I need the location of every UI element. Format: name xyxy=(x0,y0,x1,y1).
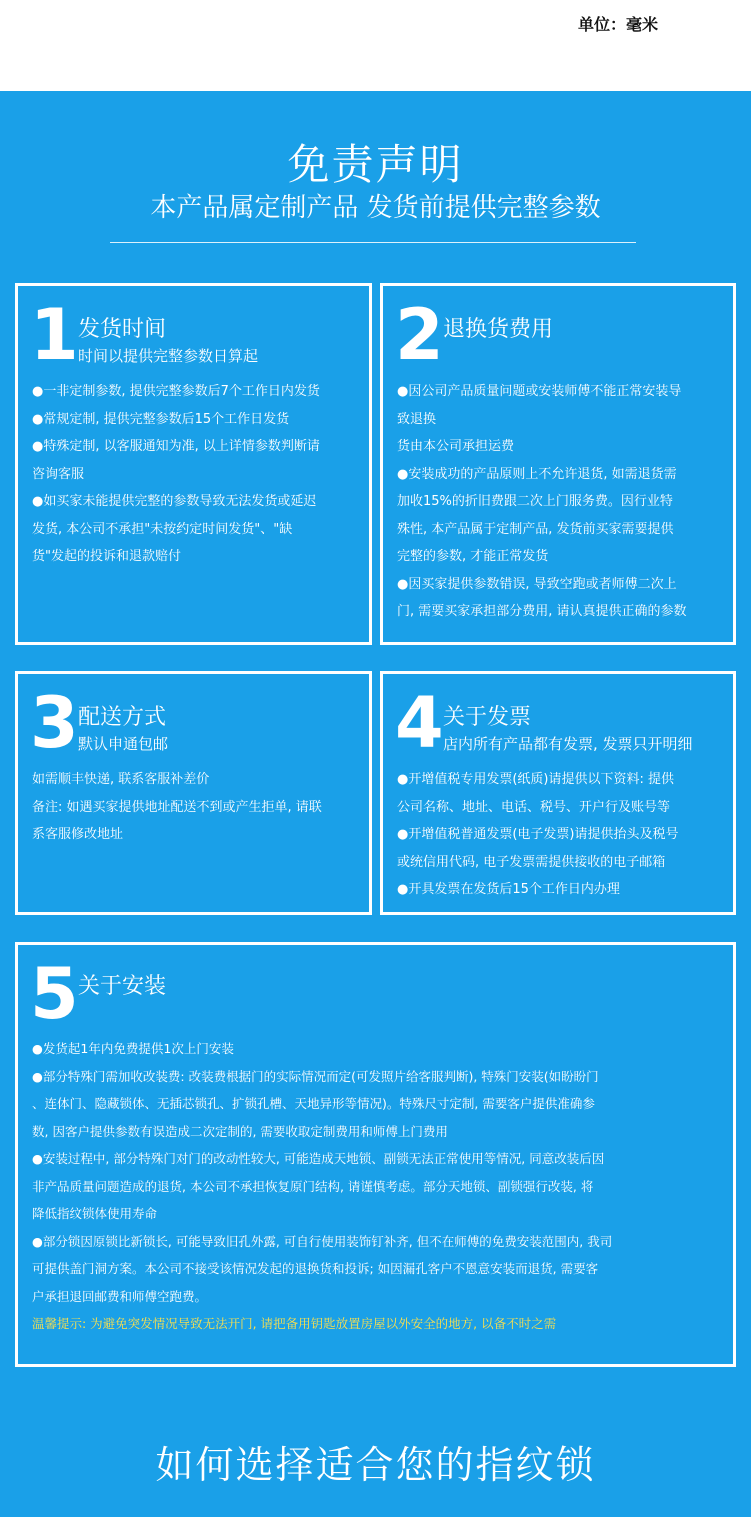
list-item: 、连体门、隐藏锁体、无插芯锁孔、扩锁孔槽、天地异形等情况)。特殊尺寸定制, 需要客户提供准确参 xyxy=(32,1096,595,1111)
list-item: 非产品质量问题造成的退货, 本公司不承担恢复原门结构, 请谨慎考虑。部分天地锁、副锁强行改装, 将 xyxy=(32,1178,594,1194)
list-item: 发货, 本公司不承担"未按约定时间发货"、"缺 xyxy=(32,521,293,537)
list-item: 系客服修改地址 xyxy=(32,827,124,842)
box-number: 2 xyxy=(395,294,444,376)
disclaimer-panel xyxy=(0,91,751,1517)
box-subtitle: 默认申通包邮 xyxy=(78,735,169,753)
list-item: 完整的参数, 才能正常发货 xyxy=(397,549,549,564)
box-number: 3 xyxy=(30,682,79,764)
box-title: 退换货费用 xyxy=(443,317,554,342)
list-item: 备注: 如遇买家提供地址配送不到或产生拒单, 请联 xyxy=(32,799,322,815)
list-item: ●因买家提供参数错误, 导致空跑或者师傅二次上 xyxy=(397,576,677,592)
warm-tip: 温馨提示: 为避免突发情况导致无法开门, 请把备用钥匙放置房屋以外安全的地方, 以备不时之需 xyxy=(32,1316,557,1331)
list-item: ●特殊定制, 以客服通知为准, 以上详情参数判断请 xyxy=(32,439,320,454)
list-item: 加收15%的折旧费跟二次上门服务费。因行业特 xyxy=(397,494,673,509)
list-item: ●发货起1年内免费提供1次上门安装 xyxy=(32,1041,234,1056)
list-item: ●开增值税专用发票(纸质)请提供以下资料: 提供 xyxy=(397,772,674,787)
list-item: ●如买家未能提供完整的参数导致无法发货或延迟 xyxy=(32,494,317,509)
list-item: 殊性, 本产品属于定制产品, 发货前买家需要提供 xyxy=(397,521,674,537)
box-subtitle: 时间以提供完整参数日算起 xyxy=(78,347,259,365)
title-divider xyxy=(110,242,636,243)
list-item: 户承担退回邮费和师傅空跑费。 xyxy=(32,1288,208,1304)
list-item: 公司名称、地址、电话、税号、开户行及账号等 xyxy=(397,799,671,815)
box-subtitle: 店内所有产品都有发票, 发票只开明细 xyxy=(443,735,693,753)
box-title: 关于安装 xyxy=(78,974,167,999)
box-title: 配送方式 xyxy=(78,705,167,730)
list-item: ●开具发票在发货后15个工作日内办理 xyxy=(397,882,620,897)
box-items xyxy=(32,766,359,849)
page-title: 免责声明 xyxy=(287,140,464,189)
list-item: 可提供盖门洞方案。本公司不接受该情况发起的退换货和投诉; 如因漏孔客户不恩意安装而退货, 需要客 xyxy=(32,1261,599,1276)
list-item: ●一非定制参数, 提供完整参数后7个工作日内发货 xyxy=(32,384,320,399)
list-item: 货"发起的投诉和退款赔付 xyxy=(32,549,181,564)
list-item: ●部分特殊门需加收改装费: 改装费根据门的实际情况而定(可发照片给客服判断), 特殊门安装(如盼盼门 xyxy=(32,1068,599,1084)
list-item: 致退换 xyxy=(397,411,437,427)
list-item: ●部分锁因原锁比新锁长, 可能导致旧孔外露, 可自行使用装饰钉补齐, 但不在师傅的免费安装范围内, 我司 xyxy=(32,1233,613,1249)
box-number: 5 xyxy=(30,953,79,1035)
page-subtitle: 本产品属定制产品 发货前提供完整参数 xyxy=(150,193,601,223)
list-item: 门, 需要买家承担部分费用, 请认真提供正确的参数 xyxy=(397,604,687,619)
list-item: 或统信用代码, 电子发票需提供接收的电子邮箱 xyxy=(397,854,666,870)
box-items xyxy=(32,1035,723,1338)
unit-label: 单位：毫米 xyxy=(578,15,659,34)
installation-box xyxy=(15,942,736,1367)
box-items xyxy=(397,766,723,904)
invoice-box xyxy=(380,671,736,915)
list-item: 货由本公司承担运费 xyxy=(397,439,515,454)
list-item: ●常规定制, 提供完整参数后15个工作日发货 xyxy=(32,411,290,427)
list-item: 数, 因客户提供参数有误造成二次定制的, 需要收取定制费用和师傅上门费用 xyxy=(32,1123,448,1139)
shipping-time-box xyxy=(15,283,372,645)
list-item: ●安装成功的产品原则上不允许退货, 如需退货需 xyxy=(397,466,677,482)
list-item: 如需顺丰快递, 联系客服补差价 xyxy=(32,772,210,787)
list-item: 咨询客服 xyxy=(32,466,85,482)
list-item: 降低指纹锁体使用寿命 xyxy=(32,1206,158,1221)
box-number: 4 xyxy=(395,682,444,764)
section-title: 如何选择适合您的指纹锁 xyxy=(155,1443,596,1487)
list-item: ●开增值税普通发票(电子发票)请提供抬头及税号 xyxy=(397,827,679,842)
box-title: 关于发票 xyxy=(443,705,532,730)
box-title: 发货时间 xyxy=(78,317,167,342)
list-item: ●安装过程中, 部分特殊门对门的改动性较大, 可能造成天地锁、副锁无法正常使用等情况, 同意改装后因 xyxy=(32,1151,605,1166)
box-items xyxy=(397,378,723,626)
box-number: 1 xyxy=(30,294,79,376)
return-fee-box xyxy=(380,283,736,645)
delivery-method-box xyxy=(15,671,372,915)
box-items xyxy=(32,378,359,571)
list-item: ●因公司产品质量问题或安装师傅不能正常安装导 xyxy=(397,384,682,399)
